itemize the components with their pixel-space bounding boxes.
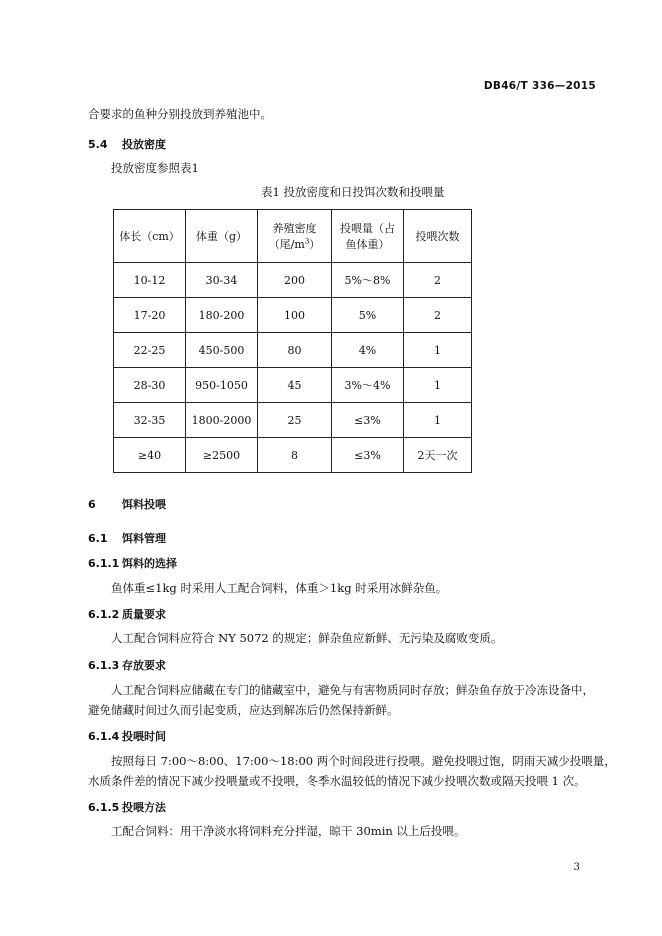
section-number: 6 — [88, 498, 96, 511]
table-cell: ≤3% — [332, 438, 404, 473]
section-number: 6.1.3 — [88, 659, 120, 672]
section-number: 6.1 — [88, 532, 108, 545]
section-number: 6.1.5 — [88, 801, 120, 814]
page-number: 3 — [573, 862, 580, 873]
table-cell: 1 — [404, 403, 472, 438]
section-5-4-heading — [88, 136, 166, 152]
table-cell: 950-1050 — [186, 368, 258, 403]
section-6-1-1-heading — [88, 555, 177, 571]
table-cell: 100 — [258, 298, 332, 333]
table-row — [114, 403, 472, 438]
table-row — [114, 438, 472, 473]
table-cell: 2 — [404, 298, 472, 333]
section-number: 5.4 — [88, 138, 108, 151]
header-feeding-amount — [332, 210, 404, 263]
section-6-1-heading — [88, 530, 166, 546]
table-cell: 5%～8% — [332, 263, 404, 298]
section-6-1-4-text-line1: 按照每日 7:00～8:00、17:00～18:00 两个时间段进行投喂。避免投喂过饱，阴雨天减少投喂量， — [111, 754, 616, 768]
section-5-4-text: 投放密度参照表1 — [111, 161, 199, 175]
table-cell: 450-500 — [186, 333, 258, 368]
header-density-line1: 养殖密度 — [272, 222, 317, 235]
section-title: 投喂时间 — [122, 730, 166, 743]
section-title: 存放要求 — [122, 659, 166, 672]
table-cell: 28-30 — [114, 368, 186, 403]
table-cell: 10-12 — [114, 263, 186, 298]
section-title: 饵料的选择 — [122, 557, 177, 570]
table-caption: 表1 投放密度和日投饵次数和投喂量 — [261, 185, 445, 199]
table-cell: 4% — [332, 333, 404, 368]
table-header-row — [114, 210, 472, 263]
header-body-length: 体长（cm） — [114, 210, 186, 263]
table-cell: 30-34 — [186, 263, 258, 298]
section-6-1-2-text: 人工配合饲料应符合 NY 5072 的规定；鲜杂鱼应新鲜、无污染及腐败变质。 — [111, 631, 503, 645]
table-cell: 25 — [258, 403, 332, 438]
header-feeding-amount-line2: 鱼体重） — [345, 238, 390, 251]
stocking-density-table — [113, 209, 472, 473]
table-cell: ≥2500 — [186, 438, 258, 473]
table-cell: 180-200 — [186, 298, 258, 333]
section-6-1-3-heading — [88, 657, 166, 673]
table-cell: 22-25 — [114, 333, 186, 368]
table-row — [114, 333, 472, 368]
header-density — [258, 210, 332, 263]
section-6-heading — [88, 496, 166, 512]
table-row — [114, 368, 472, 403]
table-cell: 200 — [258, 263, 332, 298]
table-cell: 8 — [258, 438, 332, 473]
section-title: 饵料投喂 — [122, 498, 166, 511]
section-6-1-2-heading — [88, 606, 166, 622]
header-body-weight: 体重（g） — [186, 210, 258, 263]
header-feeding-times: 投喂次数 — [404, 210, 472, 263]
table-cell: ≥40 — [114, 438, 186, 473]
section-title: 质量要求 — [122, 608, 166, 621]
header-feeding-amount-line1: 投喂量（占 — [340, 222, 395, 235]
header-density-line2: （尾$/m^3$） — [268, 237, 321, 251]
section-6-1-5-text: 工配合饲料：用干净淡水将饲料充分拌湿，晾干 30min 以上后投喂。 — [111, 824, 466, 838]
section-6-1-4-heading — [88, 728, 166, 744]
table-row — [114, 298, 472, 333]
table-cell: 2 — [404, 263, 472, 298]
section-number: 6.1.2 — [88, 608, 120, 621]
table-cell: 17-20 — [114, 298, 186, 333]
table-cell: 5% — [332, 298, 404, 333]
section-6-1-3-text-line1: 人工配合饲料应储藏在专门的储藏室中，避免与有害物质同时存放；鲜杂鱼存放于冷冻设备中， — [111, 683, 594, 697]
paragraph-continuation: 合要求的鱼种分别投放到养殖池中。 — [88, 107, 272, 121]
table-cell: 32-35 — [114, 403, 186, 438]
section-6-1-3-text-line2: 避免储藏时间过久而引起变质，应达到解冻后仍然保持新鲜。 — [88, 703, 399, 717]
table-cell: 3%～4% — [332, 368, 404, 403]
section-title: 投喂方法 — [122, 801, 166, 814]
section-number: 6.1.4 — [88, 730, 120, 743]
table-cell: ≤3% — [332, 403, 404, 438]
section-6-1-1-text: 鱼体重≤1kg 时采用人工配合饲料，体重＞1kg 时采用冰鲜杂鱼。 — [111, 581, 448, 595]
section-6-1-4-text-line2: 水质条件差的情况下减少投喂量或不投喂，冬季水温较低的情况下减少投喂次数或隔天投喂 1 次。 — [88, 774, 586, 788]
table-cell: 45 — [258, 368, 332, 403]
table-cell: 80 — [258, 333, 332, 368]
section-number: 6.1.1 — [88, 557, 120, 570]
table-cell: 1 — [404, 333, 472, 368]
table-row — [114, 263, 472, 298]
section-title: 饵料管理 — [122, 532, 166, 545]
table-cell: 1 — [404, 368, 472, 403]
document-code: DB46/T 336—2015 — [483, 80, 596, 92]
table-cell: 2天一次 — [404, 438, 472, 473]
table-cell: 1800-2000 — [186, 403, 258, 438]
section-title: 投放密度 — [122, 138, 166, 151]
section-6-1-5-heading — [88, 799, 166, 815]
